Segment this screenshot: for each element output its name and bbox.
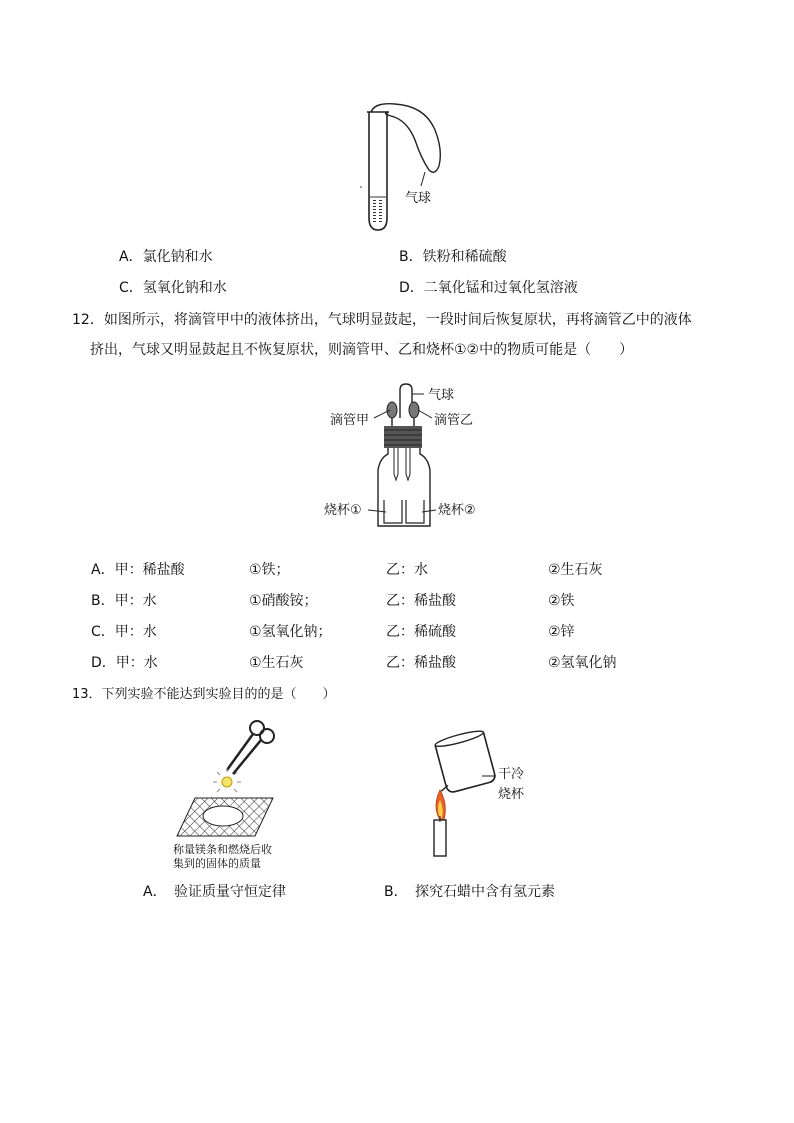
- q12-stem-line1: 12．如图所示，将滴管甲中的液体挤出，气球明显鼓起，一段时间后恢复原状，再将滴管乙中的液体: [72, 312, 692, 328]
- q12-beaker-2-label: 烧杯②: [438, 503, 476, 518]
- q12-stem-line2: 挤出，气球又明显鼓起且不恢复原状，则滴管甲、乙和烧杯①②中的物质可能是（ ）: [90, 342, 634, 358]
- q12-option-a-col3: 乙：水: [386, 562, 428, 578]
- q13-option-b-letter: B．: [384, 884, 408, 900]
- q12-option-c-col4: ②锌: [548, 624, 575, 640]
- q13-fig-b-label-line2: 烧杯: [498, 787, 525, 802]
- q12-option-c-col1: C．甲：水: [91, 624, 157, 640]
- q12-option-a-col2: ①铁；: [249, 562, 290, 578]
- q12-option-a-col1: A．甲：稀盐酸: [91, 562, 185, 578]
- q12-option-c-col3: 乙：稀硫酸: [386, 624, 456, 640]
- q12-option-b-col2: ①硝酸铵；: [249, 593, 318, 609]
- q12-option-d-col2: ①生石灰: [249, 655, 304, 671]
- q12-option-a-col4: ②生石灰: [548, 562, 603, 578]
- q12-balloon-label: 气球: [428, 388, 455, 403]
- q13-magnesium-figure: [165, 712, 285, 872]
- q12-option-d-col1: D．甲：水: [91, 655, 158, 671]
- q12-option-b-col3: 乙：稀盐酸: [386, 593, 456, 609]
- q11-option-a: A．氯化钠和水: [119, 249, 213, 265]
- q11-option-d: D．二氧化锰和过氧化氢溶液: [399, 280, 578, 296]
- q12-option-b-col4: ②铁: [548, 593, 575, 609]
- q11-option-c: C．氢氧化钠和水: [119, 280, 227, 296]
- q11-balloon-label: 气球: [405, 191, 432, 206]
- q12-option-c-col2: ①氢氧化钠；: [249, 624, 332, 640]
- q12-dropper-bottle-figure: [320, 378, 490, 530]
- q13-fig-a-caption-line2: 集到的固体的质量: [173, 857, 261, 870]
- q13-candle-beaker-figure: [410, 730, 550, 860]
- q13-option-a-letter: A．: [143, 884, 167, 900]
- q11-balloon-tube-figure: [355, 100, 455, 235]
- q13-option-a-text: 验证质量守恒定律: [174, 884, 286, 900]
- q12-beaker-1-label: 烧杯①: [324, 503, 362, 518]
- q12-option-b-col1: B．甲：水: [91, 593, 157, 609]
- q13-option-b-text: 探究石蜡中含有氢元素: [415, 884, 555, 900]
- q12-dropper-b-label: 滴管乙: [434, 413, 474, 428]
- q13-fig-b-label-line1: 干冷: [498, 767, 525, 782]
- q13-fig-a-caption-line1: 称量镁条和燃烧后收: [173, 843, 272, 856]
- q12-option-d-col4: ②氢氧化钠: [548, 655, 617, 671]
- q12-option-d-col3: 乙：稀盐酸: [386, 655, 456, 671]
- q12-dropper-a-label: 滴管甲: [330, 413, 370, 428]
- q13-stem: 13．下列实验不能达到实验目的的是（ ）: [72, 687, 336, 702]
- q11-option-b: B．铁粉和稀硫酸: [399, 249, 507, 265]
